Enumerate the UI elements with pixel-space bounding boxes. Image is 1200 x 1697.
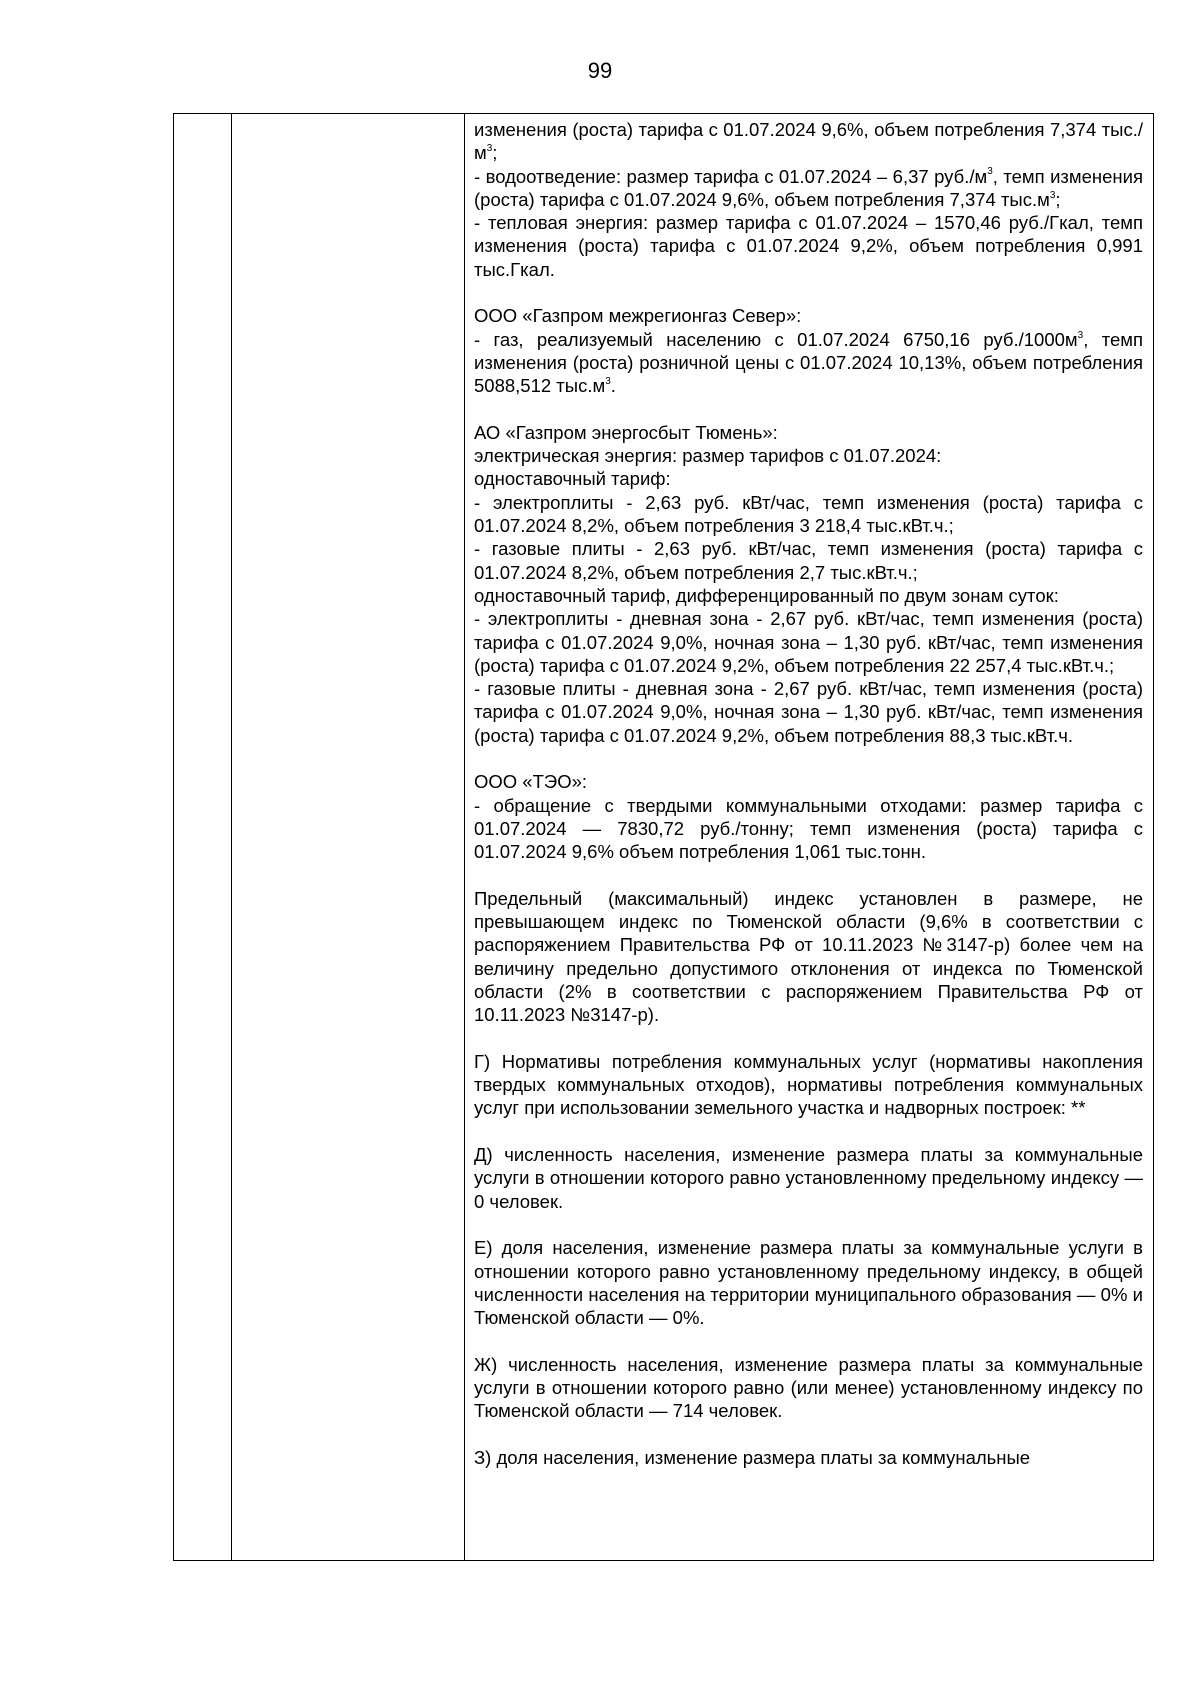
text-run: З) доля населения, изменение размера платы за коммунальные [474, 1446, 1031, 1468]
text-run: , темп изменения (роста) тарифа с 01.07.2024 9,6%, объем потребления 7,374 тыс.м [474, 165, 1143, 210]
text-run: одноставочный тариф: [474, 468, 671, 490]
table-cell-text [474, 118, 1143, 1469]
text-paragraph [474, 1446, 1143, 1469]
text-run: Д) численность населения, изменение размера платы за коммунальные услуги в отношении которого равно установленному предельному индексу — 0 человек. [474, 1144, 1143, 1212]
text-paragraph [474, 444, 1143, 467]
text-paragraph [474, 1236, 1143, 1329]
text-run: Предельный (максимальный) индекс установлен в размере, не превышающем индекс по Тюменской области (9,6% в соответствии с распоряжением Правительства РФ от 10.11.2023 №3147-р) более чем на величину предельно допустимого отклонения от индекса по Тюменской области (2% в соответствии с распоряжением Правительства РФ от 10.11.2023 №3147-р). [474, 887, 1143, 1026]
text-paragraph [474, 584, 1143, 607]
superscript: 3 [486, 143, 493, 155]
page-number: 99 [587, 58, 613, 83]
text-run: - обращение с твердыми коммунальными отходами: размер тарифа с 01.07.2024 — 7830,72 руб./тонну; темп изменения (роста) тарифа с 01.07.2024 9,6% объем потребления 1,061 тыс.тонн. [474, 794, 1143, 863]
text-run: - электроплиты - дневная зона - 2,67 руб. кВт/час, темп изменения (роста) тарифа с 01.07.2024 9,0%, ночная зона – 1,30 руб. кВт/час, темп изменения (роста) тарифа с 01.07.2024 9,2%, объем потребления 22 257,4 тыс.кВт.ч.; [474, 608, 1143, 676]
text-paragraph [474, 328, 1143, 398]
text-paragraph [474, 887, 1143, 1027]
text-paragraph [474, 1050, 1143, 1120]
text-paragraph [474, 537, 1143, 584]
superscript: 3 [1049, 189, 1056, 201]
text-run: ; [1055, 188, 1061, 210]
text-run: ООО «ТЭО»: [474, 771, 588, 793]
text-run: - электроплиты - 2,63 руб. кВт/час, темп изменения (роста) тарифа с 01.07.2024 8,2%, объем потребления 3 218,4 тыс.кВт.ч.; [474, 491, 1143, 537]
text-run: электрическая энергия: размер тарифов с 01.07.2024: [474, 445, 942, 467]
document-table [173, 113, 1154, 1561]
text-run: - водоотведение: размер тарифа с 01.07.2024 – 6,37 руб./м [474, 165, 988, 187]
text-paragraph [474, 304, 1143, 327]
text-run: Е) доля населения, изменение размера платы за коммунальные услуги в отношении которого равно установленному предельному индексу, в общей численности населения на территории муниципального образования — 0% и Тюменской области — 0%. [474, 1237, 1143, 1329]
text-run: - газовые плиты - дневная зона - 2,67 руб. кВт/час, темп изменения (роста) тарифа с 01.07.2024 9,0%, ночная зона – 1,30 руб. кВт/час, темп изменения (роста) тарифа с 01.07.2024 9,2%, объем потребления 88,3 тыс.кВт.ч. [474, 678, 1143, 746]
superscript: 3 [605, 376, 611, 388]
text-run: ООО «Газпром межрегионгаз Север»: [474, 305, 802, 327]
text-run: Ж) численность населения, изменение размера платы за коммунальные услуги в отношении которого равно (или менее) установленному индексу по Тюменской области — 714 человек. [474, 1353, 1143, 1422]
text-run: . [610, 375, 616, 397]
text-run: Г) Нормативы потребления коммунальных услуг (нормативы накопления твердых коммунальных отходов), нормативы потребления коммунальных услуг при использовании земельного участка и надворных построек: ** [474, 1050, 1143, 1119]
text-paragraph [474, 467, 1143, 490]
text-run: , темп изменения (роста) розничной цены с 01.07.2024 10,13%, объем потребления 5088,512 тыс.м [474, 328, 1143, 397]
text-paragraph [474, 794, 1143, 864]
text-paragraph [474, 770, 1143, 793]
text-paragraph [474, 165, 1143, 212]
text-paragraph [474, 211, 1143, 281]
table-column-divider [231, 114, 232, 1560]
text-run: ; [492, 142, 498, 164]
superscript: 3 [987, 166, 993, 178]
text-paragraph [474, 421, 1143, 444]
text-paragraph [474, 1353, 1143, 1423]
text-paragraph [474, 677, 1143, 747]
table-column-divider [464, 114, 465, 1560]
text-run: изменения (роста) тарифа с 01.07.2024 9,6%, объем потребления 7,374 тыс./м [474, 119, 1143, 164]
text-run: - тепловая энергия: размер тарифа с 01.07.2024 – 1570,46 руб./Гкал, темп изменения (роста) тарифа с 01.07.2024 9,2%, объем потребления 0,991 тыс.Гкал. [474, 212, 1143, 280]
text-run: АО «Газпром энергосбыт Тюмень»: [474, 421, 778, 443]
text-paragraph [474, 607, 1143, 677]
superscript: 3 [1077, 329, 1084, 341]
text-paragraph [474, 118, 1143, 165]
text-paragraph [474, 491, 1143, 538]
text-paragraph [474, 1143, 1143, 1213]
text-run: - газ, реализуемый населению с 01.07.2024 6750,16 руб./1000м [474, 328, 1078, 350]
text-run: одноставочный тариф, дифференцированный по двум зонам суток: [474, 584, 1059, 606]
text-run: - газовые плиты - 2,63 руб. кВт/час, темп изменения (роста) тарифа с 01.07.2024 8,2%, объем потребления 2,7 тыс.кВт.ч.; [474, 538, 1143, 583]
